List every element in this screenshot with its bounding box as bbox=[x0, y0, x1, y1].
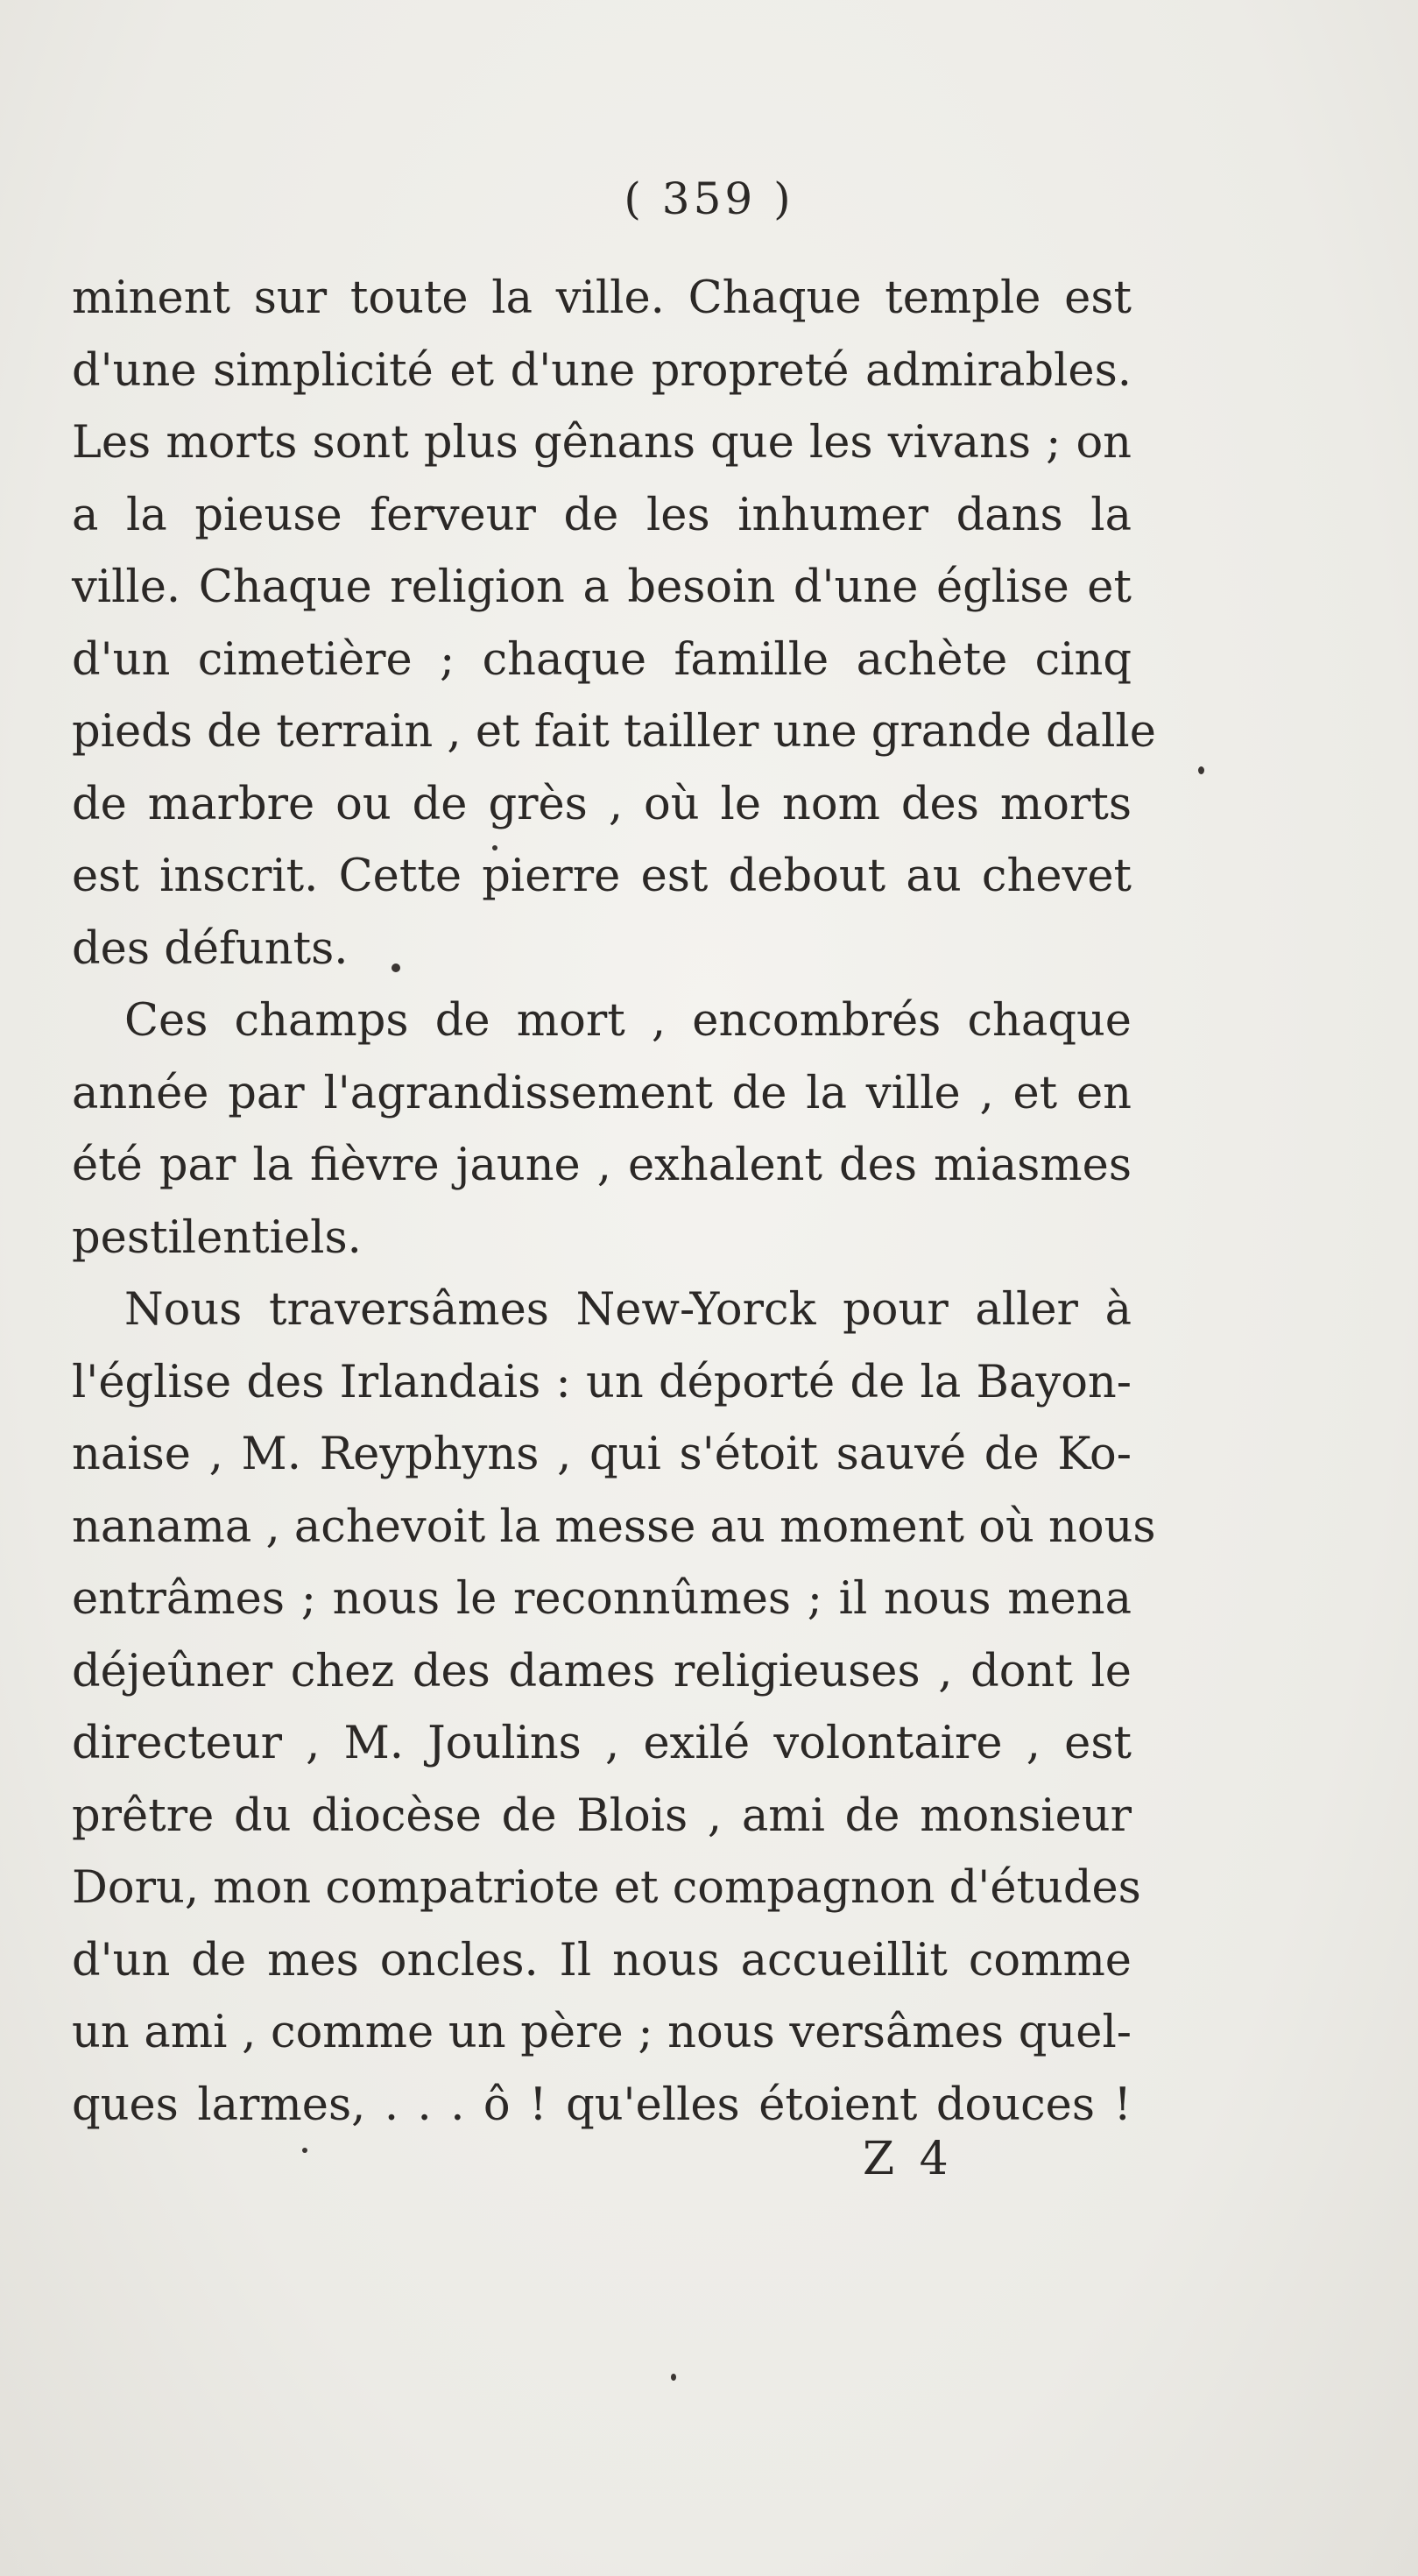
text-line: prêtre du diocèse de Blois , ami de monsieur bbox=[72, 1789, 1132, 1842]
ink-speck bbox=[1198, 766, 1204, 774]
text-line: de marbre ou de grès , où le nom des morts bbox=[72, 778, 1132, 830]
ink-speck bbox=[671, 2374, 676, 2381]
text-line: d'une simplicité et d'une propreté admirables. bbox=[72, 344, 1132, 397]
text-line: l'église des Irlandais : un déporté de la Bayon- bbox=[72, 1356, 1132, 1408]
text-line: Les morts sont plus gênans que les vivans ; on bbox=[72, 417, 1132, 469]
text-line: Doru, mon compatriote et compagnon d'études bbox=[72, 1862, 1141, 1914]
text-line: déjeûner chez des dames religieuses , dont le bbox=[72, 1645, 1132, 1697]
text-line: pestilentiels. bbox=[72, 1211, 362, 1264]
text-line: d'un cimetière ; chaque famille achète cinq bbox=[72, 633, 1132, 686]
text-line: est inscrit. Cette pierre est debout au chevet bbox=[72, 850, 1132, 902]
text-line: nanama , achevoit la messe au moment où nous bbox=[72, 1500, 1156, 1553]
text-line: Nous traversâmes New-Yorck pour aller à bbox=[124, 1284, 1132, 1336]
ink-speck bbox=[392, 963, 400, 972]
page-number-header: ( 359 ) bbox=[624, 173, 794, 224]
signature-mark: Z 4 bbox=[863, 2133, 954, 2185]
text-line: a la pieuse ferveur de les inhumer dans la bbox=[72, 489, 1132, 541]
body-text bbox=[72, 263, 1156, 2142]
text-line: directeur , M. Joulins , exilé volontaire , est bbox=[72, 1718, 1132, 1769]
text-line: naise , M. Reyphyns , qui s'étoit sauvé de Ko- bbox=[72, 1429, 1132, 1480]
text-line: d'un de mes oncles. Il nous accueillit comme bbox=[72, 1934, 1132, 1987]
text-line: ville. Chaque religion a besoin d'une église et bbox=[72, 561, 1132, 613]
text-line: des défunts. bbox=[72, 922, 349, 975]
text-line: un ami , comme un père ; nous versâmes quel- bbox=[72, 2007, 1132, 2058]
ink-speck bbox=[492, 845, 497, 850]
text-line: ques larmes, . . . ô ! qu'elles étoient douces ! bbox=[72, 2078, 1132, 2131]
ink-speck bbox=[302, 2148, 307, 2153]
text-line: pieds de terrain , et fait tailler une grande dalle bbox=[72, 706, 1156, 758]
text-line: année par l'agrandissement de la ville , et en bbox=[72, 1067, 1132, 1119]
text-line: été par la fièvre jaune , exhalent des miasmes bbox=[72, 1140, 1132, 1191]
text-line: Ces champs de mort , encombrés chaque bbox=[124, 995, 1132, 1047]
text-line: minent sur toute la ville. Chaque temple est bbox=[72, 272, 1132, 324]
text-line: entrâmes ; nous le reconnûmes ; il nous mena bbox=[72, 1573, 1132, 1625]
